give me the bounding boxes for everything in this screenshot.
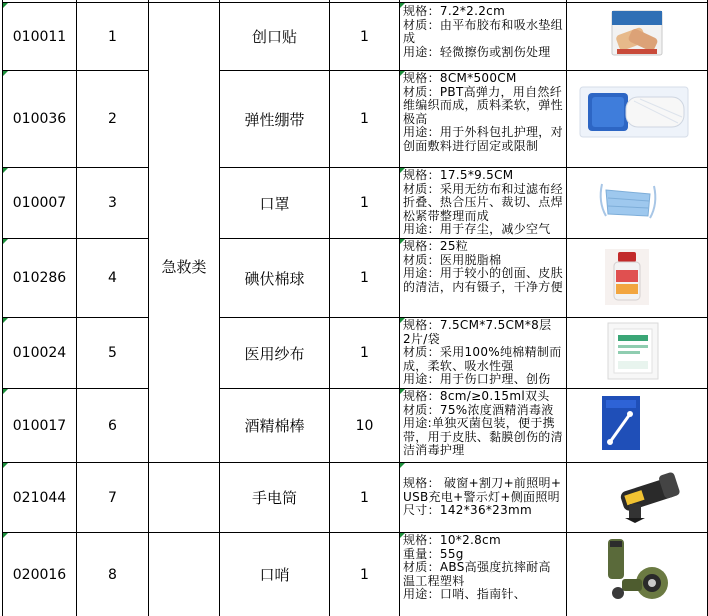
spec-line: 材质：75%浓度酒精消毒液 [403,402,554,417]
bandage-box-icon[interactable] [611,9,663,57]
spec-line: 规格：7.5CM*7.5CM*8层 2片/袋 [403,319,552,346]
quantity-cell[interactable]: 1 [360,270,369,286]
item-name-cell[interactable]: 创口贴 [251,28,297,46]
sequence-cell[interactable]: 5 [108,345,117,361]
item-code-cell[interactable]: 010017 [12,417,67,434]
spec-line: 用途:单独灭菌包装，便于携带，用于皮肤、黏膜创伤的清洁消毒护理 [403,416,563,457]
alcohol-swab-icon[interactable] [600,394,642,452]
spec-cell[interactable] [403,72,563,166]
sequence-cell[interactable]: 4 [108,270,117,286]
spec-line: 材质：ABS高强度抗摔耐高温工程塑料 [403,560,551,588]
sequence-cell[interactable]: 1 [108,28,117,45]
spec-line: 规格：17.5*9.5CM [403,169,514,182]
spec-cell[interactable] [403,5,563,69]
iodine-bottle-icon[interactable] [604,248,650,306]
whistle-icon[interactable] [598,535,680,607]
flashlight-icon[interactable] [611,470,687,524]
spec-line: 尺寸：142*36*23mm [403,503,533,517]
spec-line: 用途：用于伤口护理、创伤 [403,372,551,386]
sequence-cell[interactable]: 6 [108,417,117,434]
quantity-cell[interactable]: 1 [360,28,369,45]
spec-cell[interactable] [403,169,563,237]
spec-line: 材质：PBT高弹力，用自然纤维编织而成，质料柔软，弹性极高 [403,84,563,126]
quantity-cell[interactable]: 1 [360,195,369,211]
spec-line: 用途：用于较小的创面、皮肤的清洁，内有镊子，干净方便 [403,266,563,294]
spec-line: 规格：25粒 [403,240,469,253]
item-name-cell[interactable]: 口哨 [259,566,290,584]
category-label: 急救类 [161,257,207,276]
category-cell[interactable] [149,70,219,462]
face-mask-icon[interactable] [596,176,660,228]
spec-line: 材质：由平布胶布和吸水垫组成 [403,17,563,45]
spec-line: 材质：采用无纺布和过滤布经折叠、热合压片、裁切、点焊松紧带整理而成 [403,181,563,223]
grid-line [399,0,400,616]
spec-line: 规格：8CM*500CM [403,72,517,85]
spec-cell[interactable] [403,534,563,616]
item-code-cell[interactable]: 010036 [12,111,67,127]
spec-line: 规格：8cm/≥0.15ml双头 [403,390,550,403]
item-name-cell[interactable]: 弹性绷带 [244,110,305,129]
quantity-cell[interactable]: 1 [360,566,369,583]
elastic-bandage-icon[interactable] [578,83,690,141]
spec-cell[interactable] [403,240,563,316]
item-name-cell[interactable]: 碘伏棉球 [244,269,305,288]
cell-marker [400,463,405,468]
item-name-cell[interactable]: 手电筒 [251,489,297,507]
item-name-cell[interactable]: 口罩 [259,194,290,213]
quantity-cell[interactable]: 10 [355,417,374,434]
quantity-cell[interactable]: 1 [360,489,369,506]
spec-cell[interactable] [403,390,563,461]
gauze-pack-icon[interactable] [604,321,662,381]
sequence-cell[interactable]: 7 [108,489,117,506]
spec-line: 用途：用于存尘，减少空气 [403,222,551,236]
spec-line: 用途：轻微擦伤或割伤处理 [403,44,551,59]
spec-line: 材质：采用100%纯棉精制而成，柔软、吸水性强 [403,345,562,373]
quantity-cell[interactable]: 1 [360,111,369,127]
spec-line: 规格：10*2.8cm [403,534,501,547]
item-code-cell[interactable]: 010011 [12,28,67,45]
spec-line: 重量：55g [403,546,464,561]
spec-line: 规格：7.2*2.2cm [403,5,506,18]
grid-line [566,0,567,616]
item-name-cell[interactable]: 酒精棉棒 [244,417,305,435]
item-code-cell[interactable]: 010286 [12,270,67,286]
item-code-cell[interactable]: 021044 [12,489,67,506]
spec-line: 用途：口哨、指南针、 [403,587,527,601]
spec-cell[interactable] [403,319,563,387]
sequence-cell[interactable]: 2 [108,111,117,127]
sequence-cell[interactable]: 3 [108,195,117,211]
item-code-cell[interactable]: 010007 [12,195,67,211]
spec-line: 用途：用于外科包扎护理，对创面敷料进行固定或限制 [403,125,563,153]
spec-line: 材质：医用脱脂棉 [403,252,502,267]
item-code-cell[interactable]: 010024 [12,345,67,361]
quantity-cell[interactable]: 1 [360,345,369,361]
item-name-cell[interactable]: 医用纱布 [244,344,305,363]
sequence-cell[interactable]: 8 [108,566,117,583]
item-code-cell[interactable]: 020016 [12,566,67,583]
spec-line: 规格： 破窗+割刀+前照明+USB充电+警示灯+侧面照明 [403,477,562,504]
spec-cell[interactable] [403,477,565,531]
